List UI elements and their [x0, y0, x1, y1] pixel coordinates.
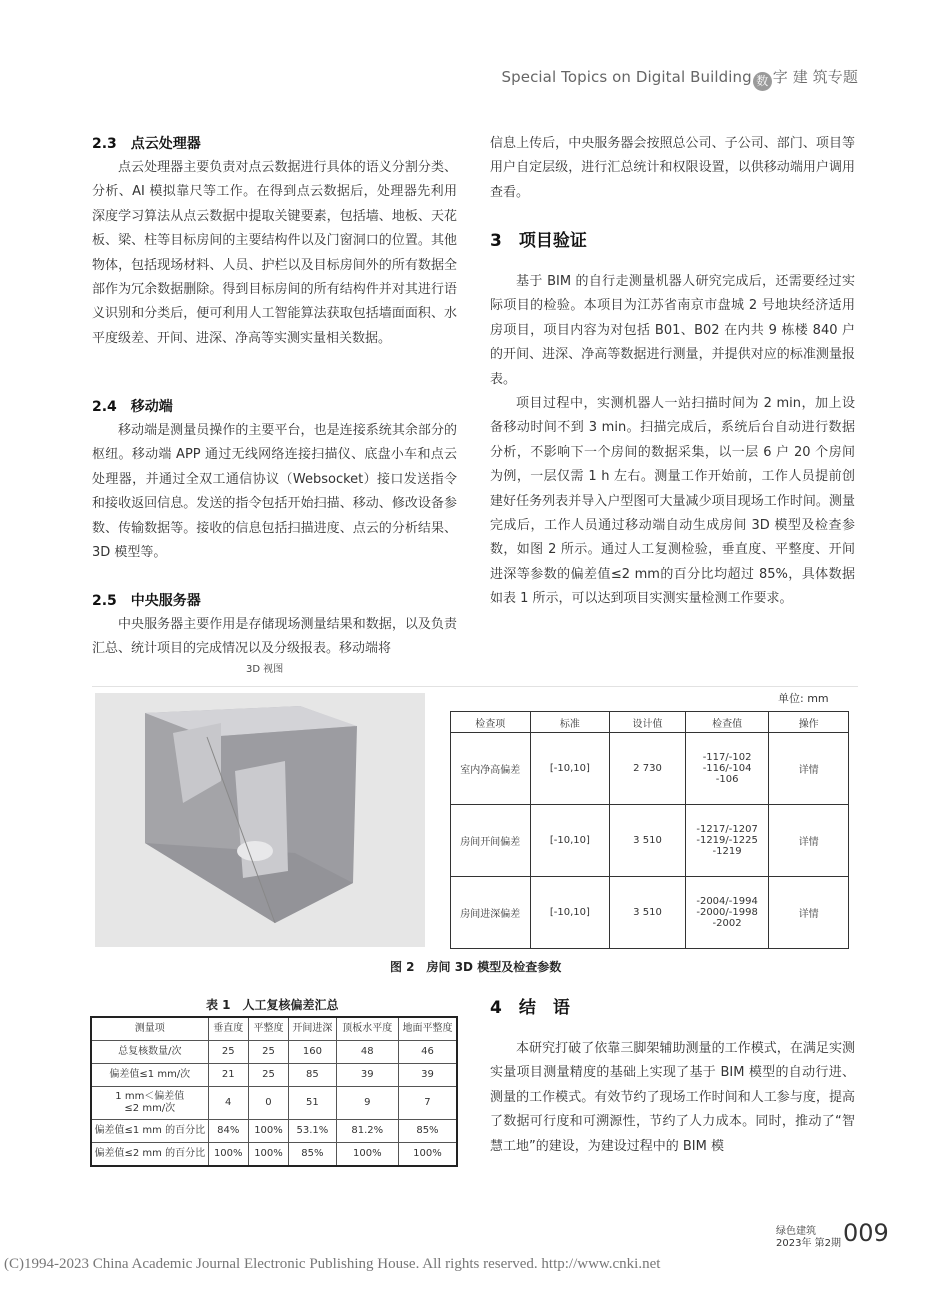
- table-cell: 160: [289, 1041, 337, 1064]
- table-cell: 84%: [208, 1120, 248, 1143]
- table-cell: 48: [336, 1041, 398, 1064]
- right-column-section-3: [490, 228, 855, 612]
- check-value-line: -1219: [712, 846, 742, 857]
- details-link[interactable]: 详情: [769, 733, 849, 805]
- journal-issue: 2023年 第2期: [776, 1238, 841, 1249]
- section-2-4-paragraph: 移动端是测量员操作的主要平台，也是连接系统其余部分的枢纽。移动端 APP 通过无线网络连接扫描仪、底盘小车和点云处理器，并通过全双工通信协议（Websocket）接口发送指令和接收返回信息。发送的指令包括开始扫描、移动、修改设备参数、传输数据等。接收的信息包括扫描进度、点云的分析结果、3D 模型等。: [92, 423, 457, 561]
- design-value: 3 510: [610, 877, 686, 949]
- design-value: 2 730: [610, 733, 686, 805]
- check-value-line: -117/-102: [702, 752, 752, 763]
- check-values: [685, 877, 769, 949]
- column-header: 测量项: [91, 1017, 208, 1041]
- table-cell: 7: [398, 1087, 457, 1120]
- left-column-mid: [92, 395, 457, 565]
- copyright-footer: (C)1994-2023 China Academic Journal Electronic Publishing House. All rights reserved. http://www.cnki.net: [4, 1256, 661, 1272]
- column-header: 检查项: [451, 712, 531, 733]
- section-2-5-paragraph: 中央服务器主要作用是存储现场测量结果和数据，以及负责汇总、统计项目的完成情况以及分级报表。移动端将: [92, 617, 457, 657]
- section-2-5-title: 2.5 中央服务器: [92, 593, 201, 609]
- check-item: 房间进深偏差: [451, 877, 531, 949]
- right-column-top: [490, 132, 855, 205]
- row-label: 偏差值≤2 mm 的百分比: [91, 1143, 208, 1167]
- check-value-line: -2002: [712, 918, 742, 929]
- standard-value: [-10,10]: [530, 877, 610, 949]
- section-4-title: 4 结 语: [490, 998, 570, 1018]
- table-cell: 53.1%: [289, 1120, 337, 1143]
- header-chinese: 字 建 筑专题: [772, 68, 858, 86]
- check-values: [685, 733, 769, 805]
- table-row: [91, 1143, 457, 1167]
- table-row: [91, 1120, 457, 1143]
- continued-paragraph: 信息上传后，中央服务器会按照总公司、子公司、部门、项目等用户自定层级，进行汇总统计和权限设置，以供移动端用户调用查看。: [490, 136, 855, 200]
- figure-unit-label: 单位: mm: [778, 692, 829, 705]
- column-header: 开间进深: [289, 1017, 337, 1041]
- row-label: 偏差值≤1 mm 的百分比: [91, 1120, 208, 1143]
- table-cell: 9: [336, 1087, 398, 1120]
- section-3-title: 3 项目验证: [490, 231, 587, 251]
- floor-marker: [237, 841, 273, 861]
- right-column-section-4: [490, 995, 855, 1159]
- deviation-summary-table: [90, 1016, 458, 1167]
- room-3d-model-svg: [95, 693, 425, 947]
- row-label-line: ≤2 mm/次: [124, 1103, 176, 1114]
- table-cell: 0: [248, 1087, 288, 1120]
- standard-value: [-10,10]: [530, 805, 610, 877]
- header-badge: 数: [753, 72, 772, 91]
- row-label: 总复核数量/次: [91, 1041, 208, 1064]
- table-cell: 81.2%: [336, 1120, 398, 1143]
- check-value-line: -2000/-1998: [696, 907, 758, 918]
- table-row: [91, 1041, 457, 1064]
- table-cell: 85: [289, 1064, 337, 1087]
- table-row: [451, 733, 849, 805]
- table-cell: 25: [248, 1041, 288, 1064]
- table-row: [451, 805, 849, 877]
- journal-info: [776, 1226, 841, 1250]
- section-3-paragraph-2: 项目过程中，实测机器人一站扫描时间为 2 min，加上设备移动时间不到 3 min。扫描完成后，系统后台自动进行数据分析，不影响下一个房间的数据采集，以一层 6 户 20 个房间为例，一层仅需 1 h 左右。测量工作开始前，工作人员提前创建好任务列表并导入户型图可大量减少项目现场工作时间。测量完成后，工作人员通过移动端自动生成房间 3D 模型及检查参数，如图 2 所示。通过人工复测检验，垂直度、平整度、开间进深等参数的偏差值≤2 mm的百分比均超过 85%，具体数据如表 1 所示，可以达到项目实测实量检测工作要求。: [490, 396, 855, 607]
- check-item: 房间开间偏差: [451, 805, 531, 877]
- table-cell: 100%: [208, 1143, 248, 1167]
- table-header-row: [451, 712, 849, 733]
- check-item: 室内净高偏差: [451, 733, 531, 805]
- room-3d-model: [95, 693, 425, 947]
- column-header: 标准: [530, 712, 610, 733]
- column-header: 检查值: [685, 712, 769, 733]
- column-header: 顶板水平度: [336, 1017, 398, 1041]
- figure-caption: 图 2 房间 3D 模型及检查参数: [390, 960, 562, 974]
- table-cell: 85%: [398, 1120, 457, 1143]
- section-2-3-paragraph: 点云处理器主要负责对点云数据进行具体的语义分割分类、分析、AI 模拟靠尺等工作。在得到点云数据后，处理器先利用深度学习算法从点云数据中提取关键要素，包括墙、地板、天花板、梁、柱等目标房间的主要结构件以及门窗洞口的位置。其他物体，包括现场材料、人员、护栏以及目标房间外的所有数据全部作为冗余数据删除。得到目标房间的所有结构件并对其进行语义识别和分类后，便可利用人工智能算法获取包括墙面面积、水平度级差、开间、进深、净高等实测实量相关数据。: [92, 160, 457, 346]
- standard-value: [-10,10]: [530, 733, 610, 805]
- check-values: [685, 805, 769, 877]
- column-header: 操作: [769, 712, 849, 733]
- section-2-3-title: 2.3 点云处理器: [92, 136, 201, 152]
- table-header-row: [91, 1017, 457, 1041]
- row-label: 偏差值≤1 mm/次: [91, 1064, 208, 1087]
- figure-divider: [92, 686, 858, 687]
- page-number: 009: [843, 1219, 889, 1247]
- details-link[interactable]: 详情: [769, 805, 849, 877]
- section-3-paragraph-1: 基于 BIM 的自行走测量机器人研究完成后，还需要经过实际项目的检验。本项目为江苏省南京市盘城 2 号地块经济适用房项目，项目内容为对包括 B01、B02 在内共 9 栋楼 840 户的开间、进深、净高等数据进行测量，并提供对应的标准测量报表。: [490, 274, 855, 387]
- inspection-parameter-table: [450, 711, 849, 949]
- table-cell: 51: [289, 1087, 337, 1120]
- table-cell: 39: [398, 1064, 457, 1087]
- table-cell: 85%: [289, 1143, 337, 1167]
- header-english: Special Topics on Digital Building: [501, 68, 752, 86]
- row-label-line: 1 mm＜偏差值: [115, 1091, 185, 1102]
- section-2-4-title: 2.4 移动端: [92, 399, 173, 415]
- table-cell: 100%: [248, 1143, 288, 1167]
- row-label: [91, 1087, 208, 1120]
- table-row: [91, 1087, 457, 1120]
- journal-name: 绿色建筑: [776, 1226, 816, 1237]
- table-row: [451, 877, 849, 949]
- figure-view-label: 3D 视图: [246, 664, 284, 675]
- section-4-paragraph: 本研究打破了依靠三脚架辅助测量的工作模式，在满足实测实量项目测量精度的基础上实现了基于 BIM 模型的自动行进、测量的工作模式。有效节约了现场工作时间和人工参与度，提高了数据可行度和可溯源性，节约了人力成本。同时，推动了“智慧工地”的建设，为建设过程中的 BIM 模: [490, 1041, 855, 1154]
- column-header: 地面平整度: [398, 1017, 457, 1041]
- left-column-top: [92, 132, 457, 351]
- column-header: 垂直度: [208, 1017, 248, 1041]
- check-value-line: -1219/-1225: [696, 835, 758, 846]
- column-header: 设计值: [610, 712, 686, 733]
- left-column-bottom: [92, 589, 457, 662]
- check-value-line: -1217/-1207: [696, 824, 758, 835]
- check-value-line: -116/-104: [702, 763, 752, 774]
- details-link[interactable]: 详情: [769, 877, 849, 949]
- table-cell: 25: [248, 1064, 288, 1087]
- table-cell: 25: [208, 1041, 248, 1064]
- running-header: [502, 66, 859, 91]
- column-header: 平整度: [248, 1017, 288, 1041]
- table-cell: 21: [208, 1064, 248, 1087]
- table-row: [91, 1064, 457, 1087]
- table-cell: 100%: [336, 1143, 398, 1167]
- table-cell: 100%: [398, 1143, 457, 1167]
- table-cell: 46: [398, 1041, 457, 1064]
- check-value-line: -2004/-1994: [696, 896, 758, 907]
- table-cell: 39: [336, 1064, 398, 1087]
- door-opening: [235, 761, 288, 878]
- table-cell: 4: [208, 1087, 248, 1120]
- table-cell: 100%: [248, 1120, 288, 1143]
- design-value: 3 510: [610, 805, 686, 877]
- check-value-line: -106: [715, 774, 739, 785]
- table-caption: 表 1 人工复核偏差汇总: [206, 998, 339, 1012]
